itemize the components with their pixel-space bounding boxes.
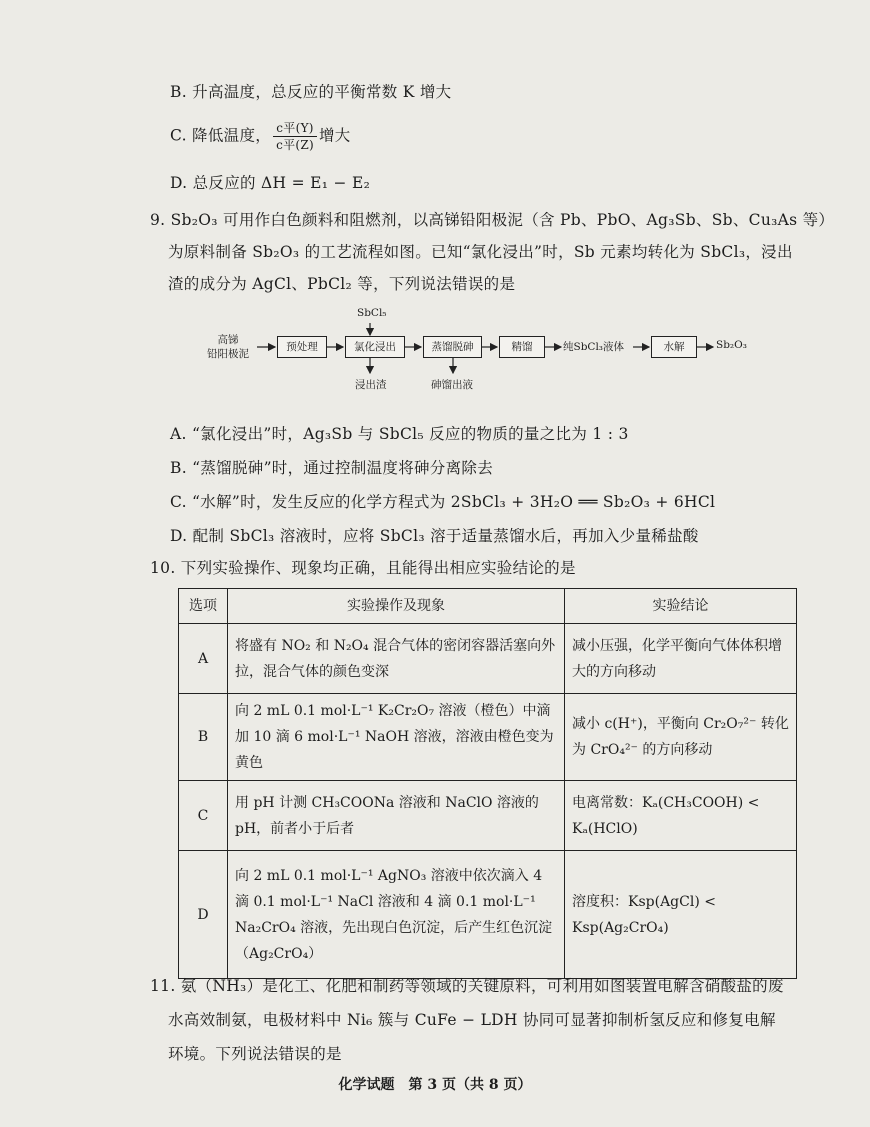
row-option: D: [179, 851, 228, 979]
q11-stem-line: 水高效制氨，电极材料中 Ni₆ 簇与 CuFe − LDH 协同可显著抑制析氢反应和修复电解: [168, 1011, 776, 1029]
q11-stem-line: 环境。下列说法错误的是: [168, 1045, 342, 1063]
table-row: [179, 781, 797, 851]
table-header-row: [179, 589, 797, 624]
table-row: [179, 624, 797, 694]
row-operation: 用 pH 计测 CH₃COONa 溶液和 NaClO 溶液的 pH，前者小于后者: [228, 781, 565, 851]
flow-input-line: 铅阳极泥: [207, 348, 249, 360]
flow-step-pretreatment: 预处理: [277, 336, 327, 358]
row-option: B: [179, 694, 228, 781]
q11-stem-line: 11. 氨（NH₃）是化工、化肥和制药等领域的关键原料，可利用如图装置电解含硝酸盐的废: [150, 977, 784, 995]
row-conclusion: 减小压强，化学平衡向气体体积增大的方向移动: [565, 624, 797, 694]
flow-input-line: 高锑: [217, 334, 239, 346]
q8-option-d: D. 总反应的 ΔH = E₁ − E₂: [170, 174, 371, 192]
flow-step-rectification: 精馏: [499, 336, 545, 358]
q9-option-c: C. “水解”时，发生反应的化学方程式为 2SbCl₃ + 3H₂O ══ Sb₂O₃ + 6HCl: [170, 493, 716, 511]
flow-reagent-label: SbCl₅: [357, 307, 387, 319]
flow-byproduct-arsenic: 砷馏出液: [431, 379, 473, 391]
header-conclusion: 实验结论: [565, 589, 797, 624]
table-row: [179, 851, 797, 979]
q10-stem: 10. 下列实验操作、现象均正确，且能得出相应实验结论的是: [150, 559, 576, 577]
q9-option-b: B. “蒸馏脱砷”时，通过控制温度将砷分离除去: [170, 459, 493, 477]
header-option: 选项: [179, 589, 228, 624]
row-option: A: [179, 624, 228, 694]
flow-input-label: [207, 333, 249, 361]
row-operation: 向 2 mL 0.1 mol·L⁻¹ K₂Cr₂O₇ 溶液（橙色）中滴加 10 滴 6 mol·L⁻¹ NaOH 溶液，溶液由橙色变为黄色: [228, 694, 565, 781]
row-conclusion: 减小 c(H⁺)，平衡向 Cr₂O₇²⁻ 转化为 CrO₄²⁻ 的方向移动: [565, 694, 797, 781]
q9-option-d: D. 配制 SbCl₃ 溶液时，应将 SbCl₃ 溶于适量蒸馏水后，再加入少量稀盐酸: [170, 527, 699, 545]
process-flow-diagram: [205, 305, 765, 405]
q9-stem-line: 为原料制备 Sb₂O₃ 的工艺流程如图。已知“氯化浸出”时，Sb 元素均转化为 SbCl₃，浸出: [168, 243, 793, 261]
flow-byproduct-residue: 浸出渣: [355, 379, 387, 391]
row-option: C: [179, 781, 228, 851]
row-conclusion: 溶度积：Ksp(AgCl) < Ksp(Ag₂CrO₄): [565, 851, 797, 979]
flow-step-hydrolysis: 水解: [651, 336, 697, 358]
q9-stem-line: 渣的成分为 AgCl、PbCl₂ 等，下列说法错误的是: [168, 275, 516, 293]
q9-option-a: A. “氯化浸出”时，Ag₃Sb 与 SbCl₅ 反应的物质的量之比为 1 : 3: [170, 425, 629, 443]
page-footer: 化学试题 第 3 页（共 8 页）: [338, 1077, 532, 1093]
fraction: $\frac{\text{c平(Y)}}{\text{c平(Z)}}$: [273, 120, 317, 153]
header-operation: 实验操作及现象: [228, 589, 565, 624]
q8-option-c: C. 降低温度， $\frac{\text{c平(Y)}}{\text{c平(Z)}}$ 增大: [170, 121, 351, 152]
flow-intermediate-label: 纯SbCl₃液体: [563, 341, 625, 353]
flow-step-distillation-dearsenic: 蒸馏脱砷: [423, 336, 482, 358]
row-operation: 向 2 mL 0.1 mol·L⁻¹ AgNO₃ 溶液中依次滴入 4 滴 0.1 mol·L⁻¹ NaCl 溶液和 4 滴 0.1 mol·L⁻¹ Na₂CrO₄ 溶液，先出现白色沉淀，后产生红色沉淀（Ag₂CrO₄）: [228, 851, 565, 979]
q9-stem-line: 9. Sb₂O₃ 可用作白色颜料和阻燃剂，以高锑铅阳极泥（含 Pb、PbO、Ag₃Sb、Sb、Cu₃As 等）: [150, 211, 835, 229]
flow-step-chlorination-leaching: 氯化浸出: [345, 336, 405, 358]
q8-option-b: B. 升高温度，总反应的平衡常数 K 增大: [170, 83, 452, 101]
table-row: [179, 694, 797, 781]
row-operation: 将盛有 NO₂ 和 N₂O₄ 混合气体的密闭容器活塞向外拉，混合气体的颜色变深: [228, 624, 565, 694]
row-conclusion: 电离常数：Kₐ(CH₃COOH) < Kₐ(HClO): [565, 781, 797, 851]
experiment-table: [178, 588, 797, 979]
flow-product-label: Sb₂O₃: [716, 339, 747, 351]
